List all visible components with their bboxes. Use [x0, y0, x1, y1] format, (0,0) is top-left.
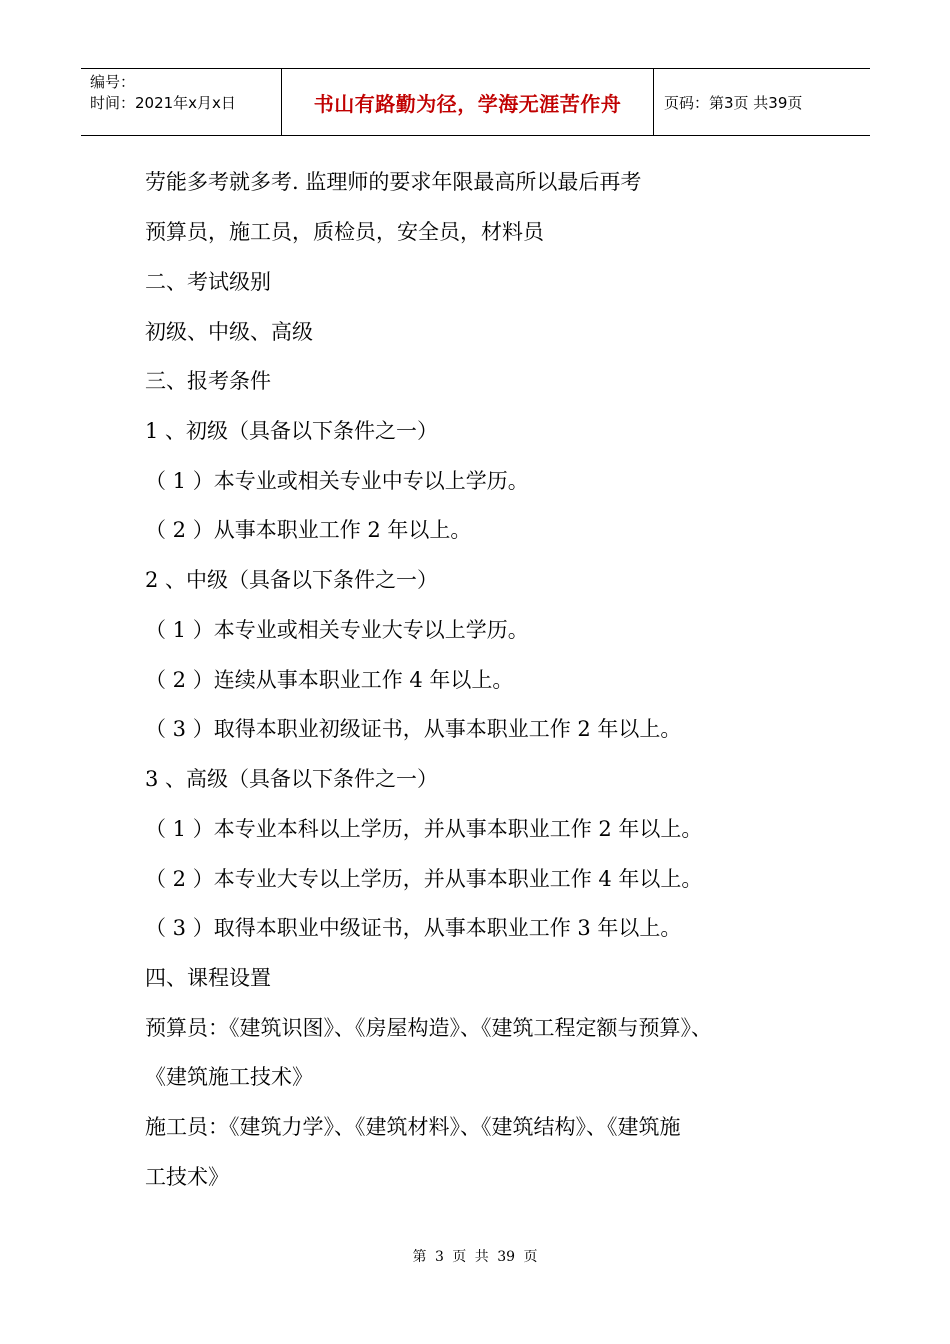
list-item: （ 2 ）本专业大专以上学历，并从事本职业工作 4 年以上。: [145, 867, 703, 891]
header-meta: [81, 69, 282, 135]
list-item: （ 3 ）取得本职业初级证书，从事本职业工作 2 年以上。: [145, 717, 682, 741]
list-item: （ 2 ）连续从事本职业工作 4 年以上。: [145, 668, 514, 692]
body-line: 《建筑施工技术》: [145, 1065, 313, 1089]
header-page-info: 页码：第3页 共39页: [664, 93, 803, 112]
page-header: [81, 68, 870, 136]
date-label: 时间：2021年x月x日: [90, 94, 236, 112]
body-line: 预算员，施工员，质检员，安全员，材料员: [145, 220, 544, 244]
header-motto: 书山有路勤为径，学海无涯苦作舟: [282, 69, 654, 135]
subsection-heading: 1 、初级（具备以下条件之一）: [145, 419, 439, 443]
list-item: （ 3 ）取得本职业中级证书，从事本职业工作 3 年以上。: [145, 916, 682, 940]
body-line: 施工员：《建筑力学》、《建筑材料》、《建筑结构》、《建筑施: [145, 1115, 681, 1139]
body-line: 初级、中级、高级: [145, 320, 313, 344]
subsection-heading: 2 、中级（具备以下条件之一）: [145, 568, 439, 592]
body-line: 工技术》: [145, 1165, 229, 1189]
list-item: （ 1 ）本专业或相关专业中专以上学历。: [145, 469, 529, 493]
number-label: 编号：: [90, 73, 136, 91]
section-heading: 三、报考条件: [145, 369, 271, 393]
body-line: 预算员：《建筑识图》、《房屋构造》、《建筑工程定额与预算》、: [145, 1016, 712, 1040]
list-item: （ 1 ）本专业本科以上学历，并从事本职业工作 2 年以上。: [145, 817, 703, 841]
list-item: （ 2 ）从事本职业工作 2 年以上。: [145, 518, 472, 542]
subsection-heading: 3 、高级（具备以下条件之一）: [145, 767, 439, 791]
body-line: 劳能多考就多考. 监理师的要求年限最高所以最后再考: [145, 170, 642, 194]
list-item: （ 1 ）本专业或相关专业大专以上学历。: [145, 618, 529, 642]
page-footer: 第 3 页 共 39 页: [412, 1249, 538, 1265]
section-heading: 二、考试级别: [145, 270, 271, 294]
section-heading: 四、课程设置: [145, 966, 271, 990]
